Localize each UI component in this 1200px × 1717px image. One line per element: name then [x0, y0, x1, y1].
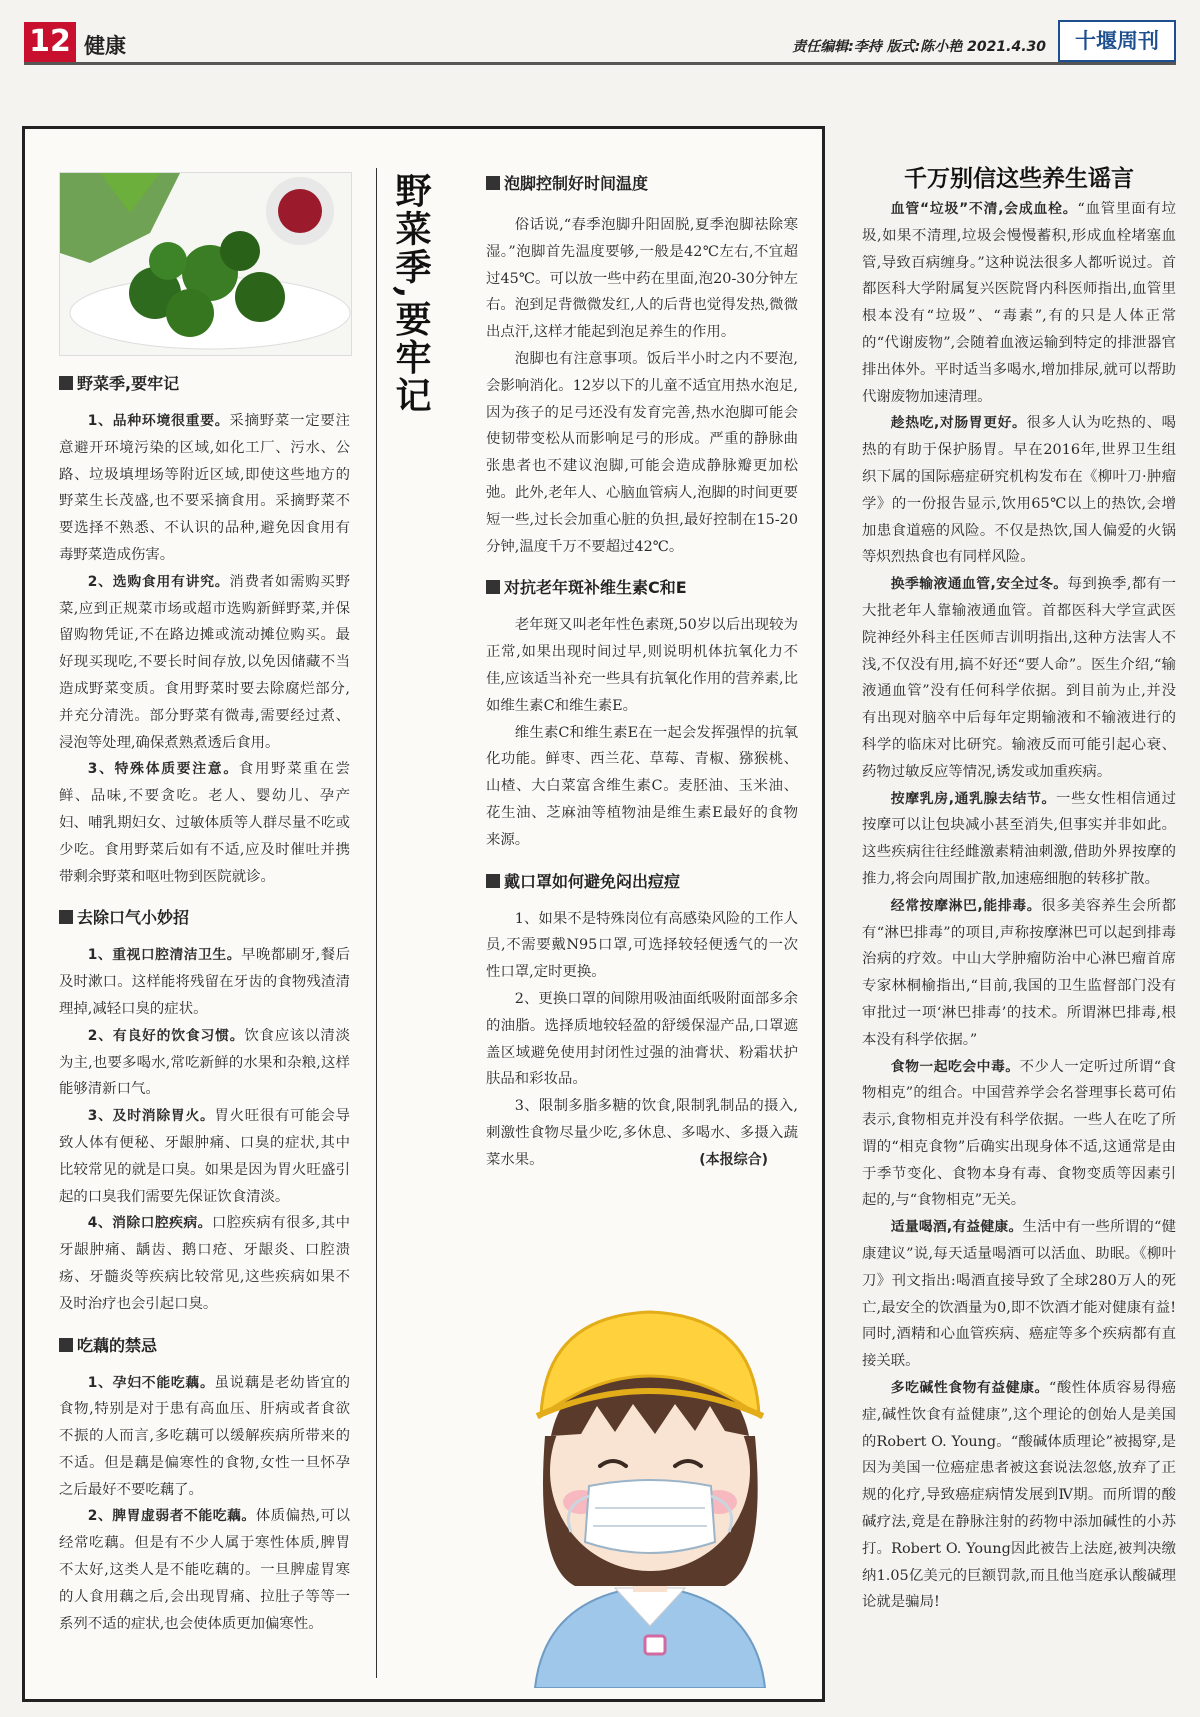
column-divider [376, 168, 377, 1678]
credits-line: 责任编辑:李持 版式:陈小艳 2021.4.30 [792, 39, 1046, 55]
publication-logo: 十堰周刊 [1058, 20, 1176, 62]
middle-column [486, 172, 798, 1174]
section-heading: 对抗老年斑补维生素C和E [486, 576, 798, 600]
header-rule [24, 62, 1176, 65]
paragraph: 血管“垃圾”不清,会成血栓。“血管里面有垃圾,如果不清理,垃圾会慢慢蓄积,形成血栓堵塞血管,导致百病缠身。”这种说法很多人都听说过。首都医科大学附属复兴医院肾内科医师指出,血管里根本没有“垃圾”、“毒素”,有的只是人体正常的“代谢废物”,会随着血液运输到特定的排泄器官排出体外。平时适当多喝水,增加排尿,就可以帮助代谢废物加速清理。 [862, 201, 1176, 405]
section-heading: 吃藕的禁忌 [59, 1334, 350, 1358]
paragraph: 2、更换口罩的间隙用吸油面纸吸附面部多余的油脂。选择质地较轻盈的舒缓保湿产品,口罩遮盖区域避免使用封闭性过强的油膏状、粉霜状护肤品和彩妆品。 [486, 990, 798, 1088]
right-column [862, 196, 1176, 1616]
article-vertical-title: 野菜季,要牢记 [390, 172, 432, 415]
paragraph: 适量喝酒,有益健康。生活中有一些所谓的“健康建议”说,每天适量喝酒可以活血、助眠。《柳叶刀》刊文指出:喝酒直接导致了全球280万人的死亡,最安全的饮酒量为0,即不饮酒才能对健康有益!同时,酒精和心血管疾病、癌症等多个疾病都有直接关联。 [862, 1219, 1176, 1370]
paragraph: 3、限制多脂多糖的饮食,限制乳制品的摄入,刺激性食物尽量少吃,多休息、多喝水、多摄入蔬菜水果。 (本报综合) [486, 1093, 798, 1173]
section-heading: 野菜季,要牢记 [59, 372, 350, 396]
paragraph: 1、孕妇不能吃藕。虽说藕是老幼皆宜的食物,特别是对于患有高血压、肝病或者食欲不振的人而言,多吃藕可以缓解疾病所带来的不适。但是藕是偏寒性的食物,女性一旦怀孕之后最好不要吃藕了。 [59, 1374, 350, 1498]
girl-mask-icon [505, 1296, 795, 1688]
paragraph: 经常按摩淋巴,能排毒。很多美容养生会所都有“淋巴排毒”的项目,声称按摩淋巴可以起到排毒治病的疗效。中山大学肿瘤防治中心淋巴瘤首席专家林桐榆指出,“目前,我国的卫生监督部门没有审批过一项‘淋巴排毒’的技术。所谓淋巴排毒,根本没有科学依据。” [862, 897, 1176, 1048]
paragraph: 4、消除口腔疾病。口腔疾病有很多,其中牙龈肿痛、龋齿、鹅口疮、牙龈炎、口腔溃疡、牙髓炎等疾病比较常见,这些疾病如果不及时治疗也会引起口臭。 [59, 1215, 350, 1312]
paragraph: 老年斑又叫老年性色素斑,50岁以后出现较为正常,如果出现时间过早,则说明机体抗氧化力不佳,应该适当补充一些具有抗氧化作用的营养素,比如维生素C和维生素E。 [486, 617, 798, 714]
page-number: 12 [24, 22, 76, 62]
paragraph: 1、重视口腔清洁卫生。早晚都刷牙,餐后及时漱口。这样能将残留在牙齿的食物残渣清理掉,减轻口臭的症状。 [59, 947, 350, 1017]
section-heading: 戴口罩如何避免闷出痘痘 [486, 870, 798, 894]
right-article-title: 千万别信这些养生谣言 [904, 165, 1134, 192]
paragraph: 多吃碱性食物有益健康。“酸性体质容易得癌症,碱性饮食有益健康”,这个理论的创始人是美国的Robert O. Young。“酸碱体质理论”被揭穿,是因为美国一位癌症患者被这套说法忽悠,放弃了正规的化疗,导致癌症病情发展到Ⅳ期。而所谓的酸碱疗法,竟是在静脉注射的药物中添加碱性的小苏打。Robert O. Young因此被告上法庭,被判决缴纳1.05亿美元的巨额罚款,而且他当庭承认酸碱理论就是骗局! [862, 1380, 1177, 1611]
paragraph: 食物一起吃会中毒。不少人一定听过所谓“食物相克”的组合。中国营养学会名誉理事长葛可佑表示,食物相克并没有科学依据。一些人在吃了所谓的“相克食物”后确实出现身体不适,这通常是由于季节变化、食物本身有毒、食物变质等因素引起的,与“食物相克”无关。 [862, 1058, 1177, 1209]
paragraph: 2、选购食用有讲究。消费者如需购买野菜,应到正规菜市场或超市选购新鲜野菜,并保留购物凭证,不在路边摊或流动摊位购买。最好现买现吃,不要长时间存放,以免因储藏不当造成野菜变质。食用野菜时要去除腐烂部分,并充分清洗。部分野菜有微毒,需要经过煮、浸泡等处理,确保煮熟煮透后食用。 [59, 573, 350, 751]
left-column [59, 362, 350, 1637]
section-heading: 去除口气小妙招 [59, 906, 350, 930]
paragraph: 3、及时消除胃火。胃火旺很有可能会导致人体有便秘、牙龈肿痛、口臭的症状,其中比较常见的就是口臭。如果是因为胃火旺盛引起的口臭我们需要先保证饮食清淡。 [59, 1108, 350, 1205]
paragraph: 俗话说,“春季泡脚升阳固脱,夏季泡脚祛除寒湿。”泡脚首先温度要够,一般是42℃左右,不宜超过45℃。可以放一些中药在里面,泡20-30分钟左右。泡到足背微微发红,人的后背也觉得发热,微微出点汗,这样才能起到泡足养生的作用。 [486, 217, 798, 341]
paragraph: 2、有良好的饮食习惯。饮食应该以清淡为主,也要多喝水,常吃新鲜的水果和杂粮,这样能够清新口气。 [59, 1027, 350, 1098]
paragraph: 趁热吃,对肠胃更好。很多人认为吃热的、喝热的有助于保护肠胃。早在2016年,世界卫生组织下属的国际癌症研究机构发布在《柳叶刀·肿瘤学》的一份报告显示,饮用65℃以上的热饮,会增加患食道癌的风险。不仅是热饮,国人偏爱的火锅等炽烈热食也有同样风险。 [862, 415, 1176, 566]
section-heading: 泡脚控制好时间温度 [486, 172, 798, 196]
paragraph: 泡脚也有注意事项。饭后半小时之内不要泡,会影响消化。12岁以下的儿童不适宜用热水泡足,因为孩子的足弓还没有发育完善,热水泡脚可能会使韧带变松从而影响足弓的形成。严重的静脉曲张患者也不建议泡脚,可能会造成静脉瓣更加松弛。此外,老年人、心脑血管病人,泡脚的时间更要短一些,过长会加重心脏的负担,最好控制在15-20分钟,温度千万不要超过42℃。 [486, 350, 798, 555]
girl-with-mask-illustration [505, 1296, 795, 1688]
vegetable-balls-image [60, 173, 351, 355]
paragraph: 3、特殊体质要注意。食用野菜重在尝鲜、品味,不要贪吃。老人、婴幼儿、孕产妇、哺乳期妇女、过敏体质等人群尽量不吃或少吃。食用野菜后如有不适,应及时催吐并携带剩余野菜和呕吐物到医院就诊。 [59, 761, 350, 885]
wild-vegetable-photo [59, 172, 352, 356]
paragraph: 2、脾胃虚弱者不能吃藕。体质偏热,可以经常吃藕。但是有不少人属于寒性体质,脾胃不太好,这类人是不能吃藕的。一旦脾虚胃寒的人食用藕之后,会出现胃痛、拉肚子等等一系列不适的症状,也会使体质更加偏寒性。 [59, 1508, 351, 1632]
paragraph: 按摩乳房,通乳腺去结节。一些女性相信通过按摩可以让包块减小甚至消失,但事实并非如此。这些疾病往往经雌激素精油刺激,借助外界按摩的推力,将会向周围扩散,加速癌细胞的转移扩散。 [862, 790, 1176, 887]
paragraph: 换季输液通血管,安全过冬。每到换季,都有一大批老年人靠输液通血管。首都医科大学宣武医院神经外科主任医师吉训明指出,这种方法害人不浅,不仅没有用,搞不好还“要人命”。医生介绍,“输液通血管”没有任何科学依据。到目前为止,并没有出现对脑卒中后每年定期输液和不输液进行的科学的临床对比研究。输液反而可能引起心衰、药物过敏反应等情况,诱发或加重疾病。 [862, 576, 1177, 780]
paragraph: 1、如果不是特殊岗位有高感染风险的工作人员,不需要戴N95口罩,可选择较轻便透气的一次性口罩,定时更换。 [486, 910, 798, 981]
paragraph: 维生素C和维生素E在一起会发挥强悍的抗氧化功能。鲜枣、西兰花、草莓、青椒、猕猴桃、山楂、大白菜富含维生素C。麦胚油、玉米油、花生油、芝麻油等植物油是维生素E最好的食物来源。 [486, 724, 798, 848]
source-note: (本报综合) [699, 1151, 768, 1168]
paragraph: 1、品种环境很重要。采摘野菜一定要注意避开环境污染的区域,如化工厂、污水、公路、垃圾填埋场等附近区域,即使这些地方的野菜生长茂盛,也不要采摘食用。采摘野菜不要选择不熟悉、不认识的品种,避免因食用有毒野菜造成伤害。 [59, 413, 350, 563]
section-name: 健康 [84, 34, 126, 58]
page-header [24, 20, 1176, 62]
